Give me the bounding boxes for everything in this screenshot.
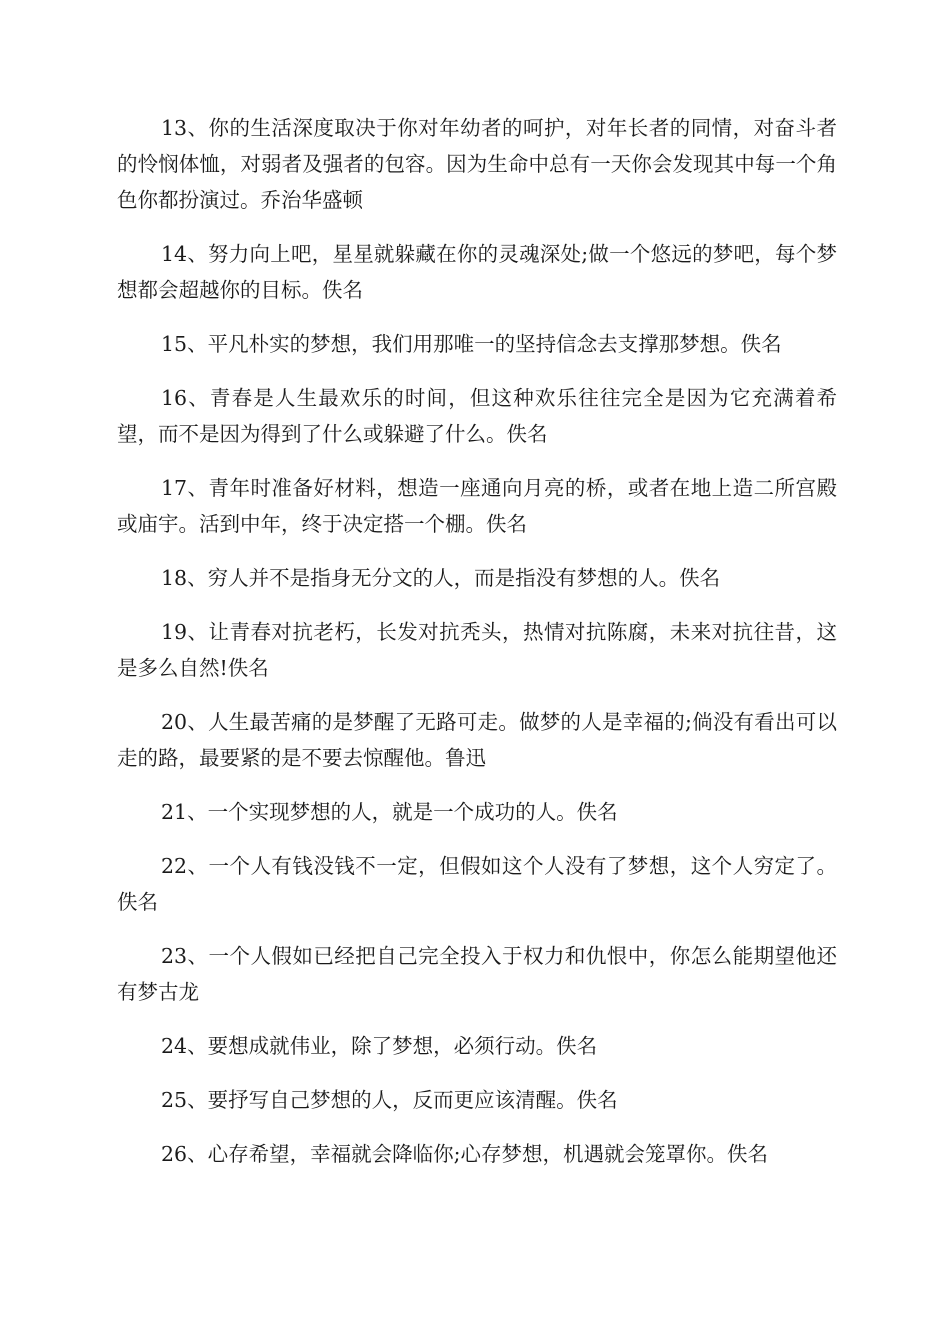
quote-25: 25、要抒写自己梦想的人，反而更应该清醒。佚名 [161,1088,618,1112]
quote-14: 14、努力向上吧，星星就躲藏在你的灵魂深处;做一个悠远的梦吧，每个梦想都会超越你的目标。佚名 [117,242,837,302]
quote-21: 21、一个实现梦想的人，就是一个成功的人。佚名 [161,800,618,824]
quote-24: 24、要想成就伟业，除了梦想，必须行动。佚名 [161,1034,598,1058]
quote-16: 16、青春是人生最欢乐的时间，但这种欢乐往往完全是因为它充满着希望，而不是因为得到了什么或躲避了什么。佚名 [117,386,837,446]
quote-13: 13、你的生活深度取决于你对年幼者的呵护，对年长者的同情，对奋斗者的怜悯体恤，对弱者及强者的包容。因为生命中总有一天你会发现其中每一个角色你都扮演过。乔治华盛顿 [117,116,837,212]
document-page [117,110,837,1190]
quote-20: 20、人生最苦痛的是梦醒了无路可走。做梦的人是幸福的;倘没有看出可以走的路，最要紧的是不要去惊醒他。鲁迅 [117,710,837,770]
quote-26: 26、心存希望，幸福就会降临你;心存梦想，机遇就会笼罩你。佚名 [161,1142,768,1166]
quote-15: 15、平凡朴实的梦想，我们用那唯一的坚持信念去支撑那梦想。佚名 [161,332,782,356]
quote-22: 22、一个人有钱没钱不一定，但假如这个人没有了梦想，这个人穷定了。佚名 [117,854,837,914]
quote-19: 19、让青春对抗老朽，长发对抗秃头，热情对抗陈腐，未来对抗往昔，这是多么自然!佚名 [117,620,837,680]
quote-18: 18、穷人并不是指身无分文的人，而是指没有梦想的人。佚名 [161,566,721,590]
quote-23: 23、一个人假如已经把自己完全投入于权力和仇恨中，你怎么能期望他还有梦古龙 [117,944,837,1004]
quote-17: 17、青年时准备好材料，想造一座通向月亮的桥，或者在地上造二所宫殿或庙宇。活到中年，终于决定搭一个棚。佚名 [117,476,837,536]
